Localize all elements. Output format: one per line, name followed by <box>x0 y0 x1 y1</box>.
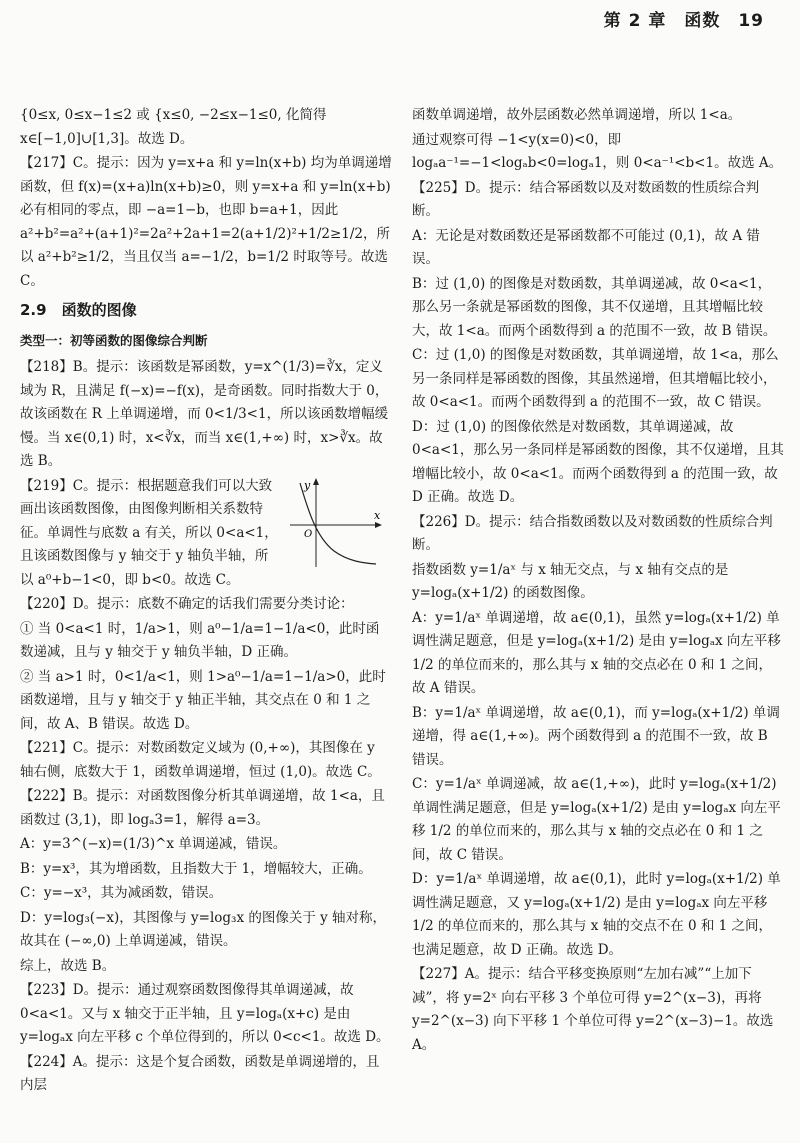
answer-223: 【223】D。提示：通过观察函数图像得其单调递减，故 0<a<1。又与 x 轴交于正半轴，且 y=logₐ(x+c) 是由 y=logₐx 向左平移 c 个单位得到的，所以 0<c<1。故选 D。 <box>20 982 390 1045</box>
y-axis-arrow <box>313 478 319 485</box>
answer-225-c: C：过 (1,0) 的图像是对数函数，其单调递增，故 1<a，那么另一条同样是幂函数的图像，其虽然递增，但其增幅比较小，故 0<a<1。而两个函数得到 a 的范围不一致，故 C 错误。 <box>412 347 779 410</box>
answer-222-c: C：y=−x³，其为减函数，错误。 <box>20 885 223 901</box>
page-header: 第 2 章 函数 19 <box>603 11 764 31</box>
answer-226-context: 指数函数 y=1/aˣ 与 x 轴无交点，与 x 轴有交点的是 y=logₐ(x+1/2) 的函数图像。 <box>412 561 729 601</box>
answer-226-a: A：y=1/aˣ 单调递增，故 a∈(0,1)，虽然 y=logₐ(x+1/2) 单调性满足题意，但是 y=logₐ(x+1/2) 是由 y=logₐx 向左平移 1/2 的单位而来的，那么其与 x 轴的交点必在 0 和 1 之间，故 A 错误。 <box>412 609 781 696</box>
type-heading: 类型一：初等函数的图像综合判断 <box>20 332 208 348</box>
function-graph-figure <box>286 475 386 571</box>
answer-226-c: C：y=1/aˣ 单调递减，故 a∈(1,+∞)，此时 y=logₐ(x+1/2) 单调性满足题意，但是 y=logₐ(x+1/2) 是由 y=logₐx 向左平移 1/2 的单位而来的，那么其与 x 轴的交点必在 0 和 1 之间，故 C 错误。 <box>412 776 781 863</box>
answer-220-case1: ① 当 0<a<1 时，1/a>1，则 a⁰−1/a=1−1/a<0，此时函数递减，且与 y 轴交于 y 轴负半轴，D 正确。 <box>20 620 380 660</box>
answer-226-intro: 【226】D。提示：结合指数函数以及对数函数的性质综合判断。 <box>412 513 773 553</box>
answer-226-b: B：y=1/aˣ 单调递增，故 a∈(0,1)，而 y=logₐ(x+1/2) 单调递增，得 a∈(1,+∞)。两个函数得到 a 的范围不一致，故 B 错误。 <box>412 704 780 768</box>
answer-219: 【219】C。提示：根据题意我们可以大致画出该函数图像，由图像判断相关系数特征。单调性与底数 a 有关，所以 0<a<1，且该函数图像与 y 轴交于 y 轴负半轴，所以 a⁰+b−1<0，即 b<0。故选 C。 <box>20 477 278 588</box>
answer-224-start: 【224】A。提示：这是个复合函数，函数是单调递增的，且内层 <box>20 1053 380 1093</box>
answer-220-intro: 【220】D。提示：底数不确定的话我们需要分类讨论： <box>20 596 354 612</box>
answer-217: 【217】C。提示：因为 y=x+a 和 y=ln(x+b) 均为单调递增函数，但 f(x)=(x+a)ln(x+b)≥0，则 y=x+a 和 y=ln(x+b) 必有相同的零点，即 −a=1−b，也即 b=a+1，因此 a²+b²=a²+(a+1)²=2a²+2a+1=2(a+1/2)²+1/2≥1/2，所以 a²+b²≥1/2，当且仅当 a=−1/2，b=1/2 时取等号。故选 C。 <box>20 155 392 289</box>
left-column <box>20 104 392 1099</box>
answer-222-summary: 综上，故选 B。 <box>20 957 116 974</box>
answer-225-intro: 【225】D。提示：结合幂函数以及对数函数的性质综合判断。 <box>412 179 760 219</box>
section-title: 2.9 函数的图像 <box>20 301 137 319</box>
curve <box>300 483 376 564</box>
answer-226-d: D：y=1/aˣ 单调递增，故 a∈(0,1)，此时 y=logₐ(x+1/2) 单调性满足题意，又 y=logₐ(x+1/2) 是由 y=logₐx 向左平移 1/2 的单位而来的，那么其与 x 轴的交点不在 0 和 1 之间，也满足题意，故 D 正确。故选 D。 <box>412 871 781 958</box>
x-label: x <box>374 508 381 522</box>
answer-225-a: A：无论是对数函数还是幂函数都不可能过 (0,1)，故 A 错误。 <box>412 227 760 267</box>
answer-227: 【227】A。提示：结合平移变换原则“左加右减”“上加下减”，将 y=2ˣ 向右平移 3 个单位可得 y=2^(x−3)，再将 y=2^(x−3) 向下平移 1 个单位可得 y=2^(x−3)−1。故选 A。 <box>412 966 774 1053</box>
origin-label: O <box>304 528 313 540</box>
answer-224-end: 通过观察可得 −1<y(x=0)<0，即 logₐa⁻¹=−1<logₐb<0=logₐ1，则 0<a⁻¹<b<1。故选 A。 <box>412 131 783 171</box>
answer-220-case2: ② 当 a>1 时，0<1/a<1，则 1>a⁰−1/a=1−1/a>0，此时函数递增，且与 y 轴交于 y 轴正半轴，其交点在 0 和 1 之间，故 A、B 错误。故选 D。 <box>20 668 386 732</box>
answer-222-b: B：y=x³，其为增函数，且指数大于 1，增幅较大，正确。 <box>20 860 372 877</box>
answer-222-a: A：y=3^(−x)=(1/3)^x 单调递减，错误。 <box>20 836 287 852</box>
answer-221: 【221】C。提示：对数函数定义域为 (0,+∞)，其图像在 y 轴右侧，底数大于 1，函数单调递增，恒过 (1,0)。故选 C。 <box>20 740 381 780</box>
answer-222-d: D：y=log₃(−x)，其图像与 y=log₃x 的图像关于 y 轴对称，故其在 (−∞,0) 上单调递减，错误。 <box>20 909 387 949</box>
answer-222-intro: 【222】B。提示：对函数图像分析其单调递增，故 1<a，且函数过 (3,1)，即 logₐ3=1，解得 a=3。 <box>20 788 385 828</box>
answer-224-cont: 函数单调递增，故外层函数必然单调递增，所以 1<a。 <box>412 107 742 123</box>
answer-219-block <box>20 475 392 594</box>
y-label: y <box>304 478 311 492</box>
x-axis-arrow <box>375 522 382 528</box>
answer-225-b: B：过 (1,0) 的图像是对数函数，其单调递减，故 0<a<1，那么另一条就是幂函数的图像，其不仅递增，且其增幅比较大，故 1<a。而两个函数得到 a 的范围不一致，故 B 错误。 <box>412 275 777 339</box>
answer-216-tail: {0≤x, 0≤x−1≤2 或 {x≤0, −2≤x−1≤0, 化简得 x∈[−1,0]∪[1,3]。故选 D。 <box>20 107 327 147</box>
answer-225-d: D：过 (1,0) 的图像依然是对数函数，其单调递减，故 0<a<1，那么另一条同样是幂函数的图像，其不仅递增，且其增幅比较小，故 0<a<1。而两个函数得到 a 的范围一致，故 D 正确。故选 D。 <box>412 418 784 505</box>
answer-218: 【218】B。提示：该函数是幂函数，y=x^(1/3)=∛x，定义域为 R，且满足 f(−x)=−f(x)，是奇函数。同时指数大于 0，故该函数在 R 上单调递增，而 0<1/3<1，所以该函数增幅缓慢。当 x∈(0,1) 时，x<∛x，而当 x∈(1,+∞) 时，x>∛x。故选 B。 <box>20 359 389 469</box>
right-column <box>412 104 784 1058</box>
